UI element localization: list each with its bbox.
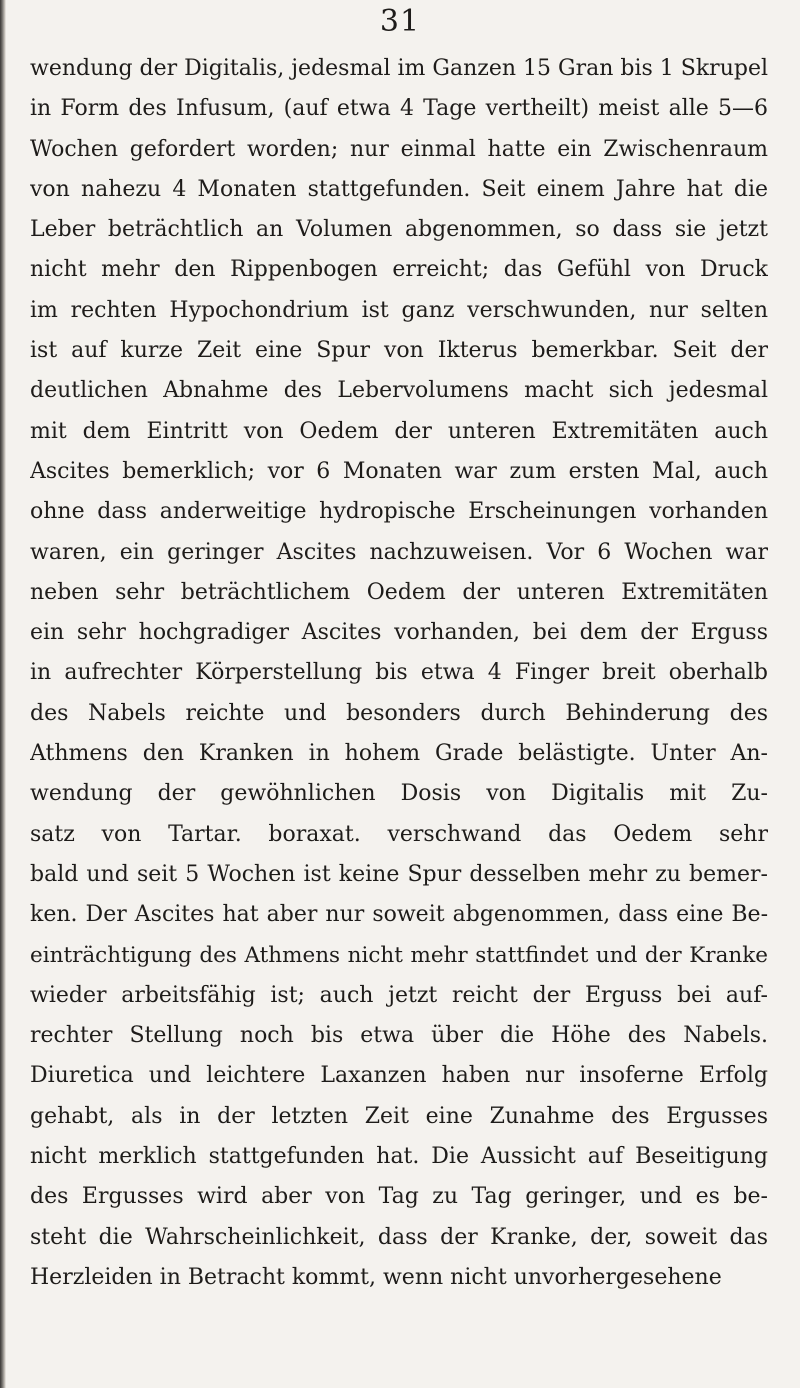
text-line: des Ergusses wird aber von Tag zu Tag geringer, und es be- — [30, 1184, 768, 1210]
text-line: Athmens den Kranken in hohem Grade belästigte. Unter An- — [30, 741, 768, 767]
text-line: mit dem Eintritt von Oedem der unteren Extremitäten auch — [30, 418, 768, 444]
text-line: neben sehr beträchtlichem Oedem der unteren Extremitäten — [30, 579, 768, 605]
text-line: Herzleiden in Betracht kommt, wenn nicht unvorhergesehene — [30, 1264, 722, 1290]
text-line: gehabt, als in der letzten Zeit eine Zunahme des Ergusses — [30, 1103, 768, 1129]
text-line: ken. Der Ascites hat aber nur soweit abgenommen, dass eine Be- — [30, 902, 768, 928]
text-line: waren, ein geringer Ascites nachzuweisen. Vor 6 Wochen war — [30, 539, 768, 565]
text-line: ist auf kurze Zeit eine Spur von Ikterus bemerkbar. Seit der — [30, 338, 768, 364]
text-line: deutlichen Abnahme des Lebervolumens macht sich jedesmal — [30, 378, 768, 404]
text-line: steht die Wahrscheinlichkeit, dass der Kranke, der, soweit das — [30, 1224, 768, 1250]
text-line: wieder arbeitsfähig ist; auch jetzt reicht der Erguss bei auf- — [30, 982, 768, 1008]
text-line: ohne dass anderweitige hydropische Erscheinungen vorhanden — [30, 499, 768, 525]
text-line: nicht mehr den Rippenbogen erreicht; das Gefühl von Druck — [30, 257, 768, 283]
page-left-edge — [0, 0, 6, 1388]
text-line: wendung der Digitalis, jedesmal im Ganzen 15 Gran bis 1 Skrupel — [30, 56, 768, 81]
text-line: Wochen gefordert worden; nur einmal hatte ein Zwischenraum — [30, 136, 768, 162]
text-line: Diuretica und leichtere Laxanzen haben nur insoferne Erfolg — [30, 1063, 768, 1089]
text-line: von nahezu 4 Monaten stattgefunden. Seit einem Jahre hat die — [30, 176, 768, 202]
text-line: nicht merklich stattgefunden hat. Die Aussicht auf Beseitigung — [30, 1144, 768, 1170]
text-line: einträchtigung des Athmens nicht mehr stattfindet und der Kranke — [30, 942, 768, 968]
text-line: in Form des Infusum, (auf etwa 4 Tage vertheilt) meist alle 5—6 — [30, 96, 768, 122]
body-text — [30, 49, 768, 1298]
text-line: Ascites bemerklich; vor 6 Monaten war zum ersten Mal, auch — [30, 458, 768, 484]
text-line: ein sehr hochgradiger Ascites vorhanden, bei dem der Erguss — [30, 620, 768, 646]
text-line: Leber beträchtlich an Volumen abgenommen, so dass sie jetzt — [30, 217, 768, 243]
text-line: rechter Stellung noch bis etwa über die Höhe des Nabels. — [30, 1023, 768, 1049]
text-line: satz von Tartar. boraxat. verschwand das Oedem sehr — [30, 821, 768, 847]
text-line: des Nabels reichte und besonders durch Behinderung des — [30, 700, 768, 726]
page-number: 31 — [379, 4, 421, 39]
text-line: in aufrechter Körperstellung bis etwa 4 Finger breit oberhalb — [30, 660, 768, 686]
text-line: wendung der gewöhnlichen Dosis von Digitalis mit Zu- — [30, 781, 768, 807]
text-line: im rechten Hypochondrium ist ganz verschwunden, nur selten — [30, 297, 768, 323]
text-line: bald und seit 5 Wochen ist keine Spur desselben mehr zu bemer- — [30, 861, 768, 887]
